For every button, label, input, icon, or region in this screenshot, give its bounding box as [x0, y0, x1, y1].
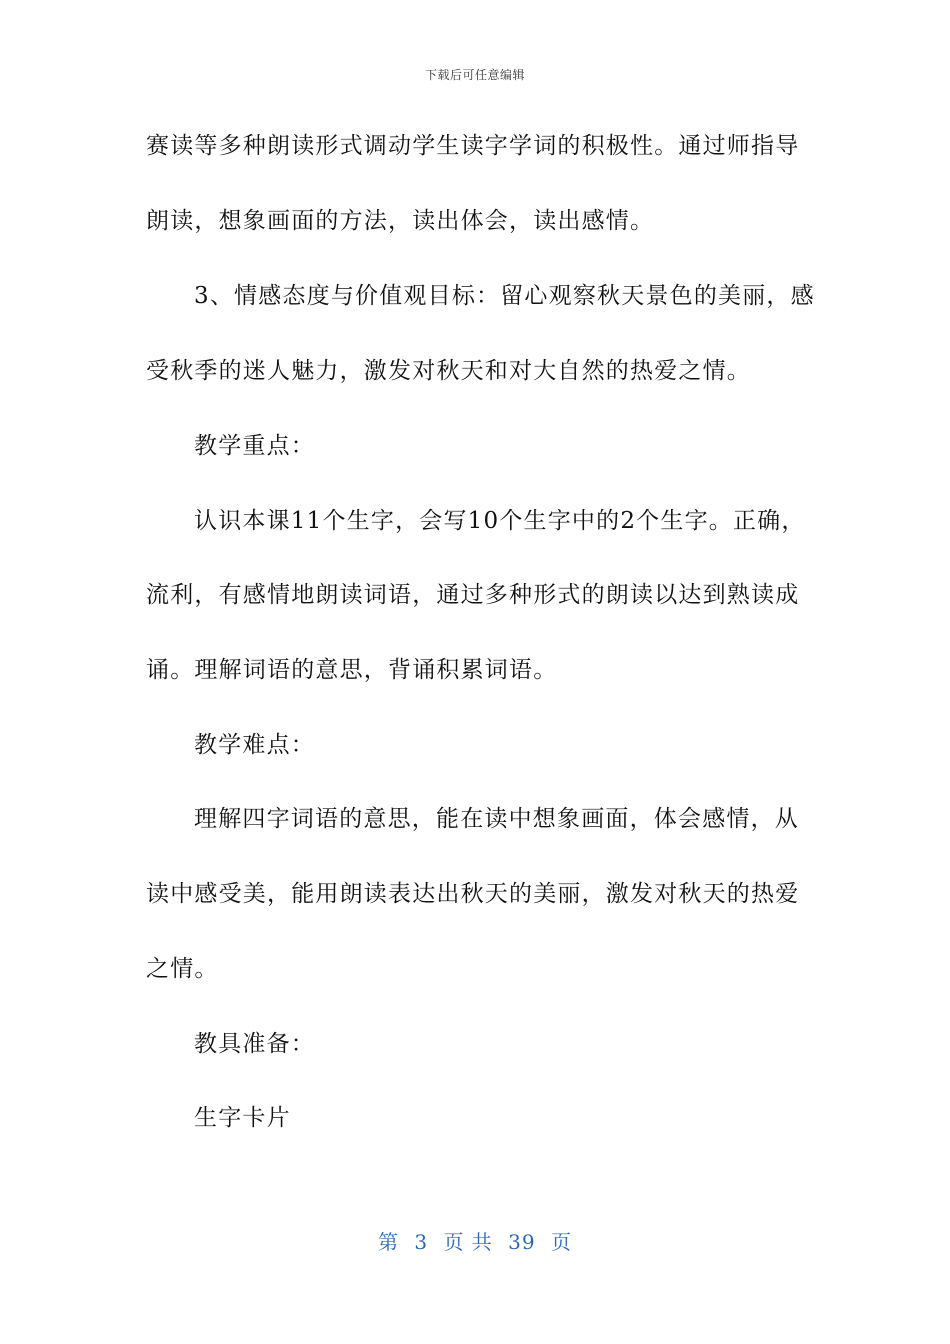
section-heading: 教学难点：	[194, 732, 315, 758]
paragraph-line: 读中感受美，能用朗读表达出秋天的美丽，激发对秋天的热爱	[146, 881, 800, 907]
paragraph-line: 诵。理解词语的意思，背诵积累词语。	[146, 657, 558, 683]
page-header: 下载后可任意编辑	[424, 68, 525, 82]
footer-middle: 页 共	[443, 1230, 493, 1254]
current-page-number: 3	[414, 1230, 429, 1254]
paragraph-line: 3、情感态度与价值观目标：留心观察秋天景色的美丽，感	[194, 283, 815, 309]
paragraph-line: 朗读，想象画面的方法，读出体会，读出感情。	[146, 208, 655, 234]
total-page-count: 39	[508, 1230, 536, 1254]
page-footer	[0, 1226, 950, 1255]
section-heading: 教学重点：	[194, 433, 315, 459]
paragraph-line: 流利，有感情地朗读词语，通过多种形式的朗读以达到熟读成	[146, 582, 800, 608]
footer-suffix: 页	[550, 1230, 572, 1254]
paragraph-line: 生字卡片	[194, 1105, 291, 1131]
footer-prefix: 第	[378, 1230, 399, 1254]
paragraph-line: 认识本课11个生字，会写10个生字中的2个生字。正确，	[194, 508, 806, 534]
paragraph-line: 之情。	[146, 956, 219, 982]
paragraph-line: 赛读等多种朗读形式调动学生读字学词的积极性。通过师指导	[146, 133, 800, 159]
paragraph-line: 受秋季的迷人魅力，激发对秋天和对大自然的热爱之情。	[146, 358, 751, 384]
paragraph-line: 理解四字词语的意思，能在读中想象画面，体会感情，从	[194, 806, 799, 832]
section-heading: 教具准备：	[194, 1031, 315, 1057]
